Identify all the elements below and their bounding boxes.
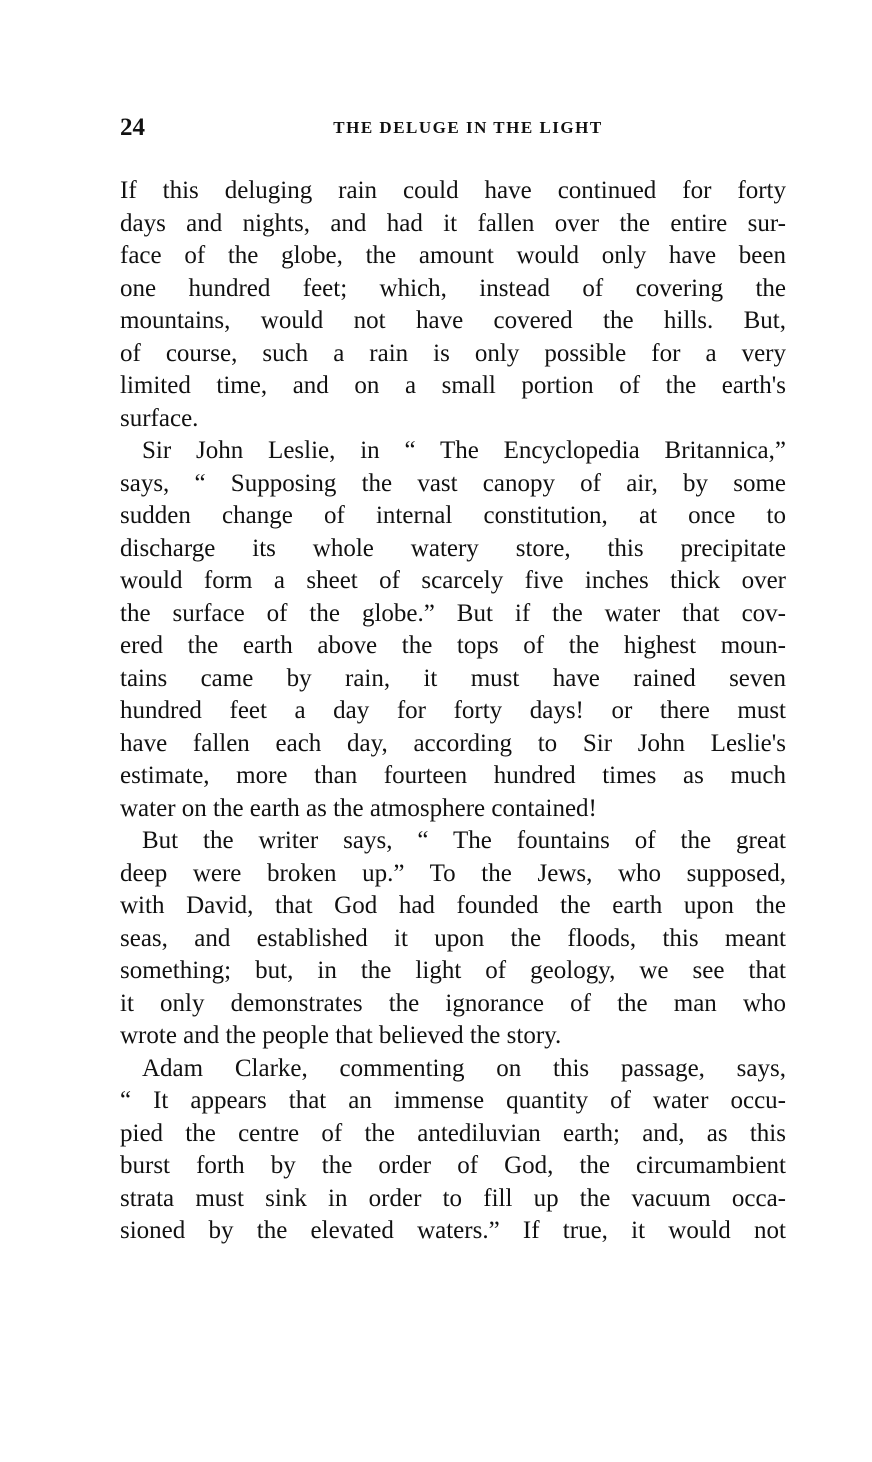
text-line: sioned by the elevated waters.” If true, it would not [120,1217,786,1244]
text-line: says, “ Supposing the vast canopy of air, by some [120,469,786,497]
text-line: If this deluging rain could have continued for forty [120,177,786,204]
text-line: with David, that God had founded the earth upon the [120,892,786,919]
text-line: sudden change of internal constitution, at once to [120,502,786,529]
text-line: But the writer says, “ The fountains of the great [142,827,786,854]
text-line: tains came by rain, it must have rained seven [120,664,786,692]
text-line: strata must sink in order to fill up the vacuum occa- [120,1184,786,1212]
page-header [120,114,786,146]
text-line: would form a sheet of scarcely five inches thick over [120,567,786,594]
text-line: face of the globe, the amount would only have been [120,242,786,269]
text-line: pied the centre of the antediluvian earth; and, as this [120,1119,786,1147]
running-title: THE DELUGE IN THE LIGHT [333,118,603,137]
text-line: limited time, and on a small portion of the earth's [120,372,786,399]
text-line: one hundred feet; which, instead of covering the [120,274,786,302]
text-line: deep were broken up.” To the Jews, who supposed, [120,859,786,887]
text-line: ered the earth above the tops of the highest moun- [120,632,786,659]
text-line: seas, and established it upon the floods, this meant [120,924,786,952]
text-line: of course, such a rain is only possible for a very [120,339,786,367]
text-line: hundred feet a day for forty days! or there must [120,697,786,724]
text-line: surface. [120,404,199,432]
text-line: water on the earth as the atmosphere contained! [120,794,597,822]
text-line: discharge its whole watery store, this precipitate [120,534,786,562]
text-line: it only demonstrates the ignorance of the man who [120,989,786,1017]
text-line: something; but, in the light of geology, we see that [120,957,786,984]
text-line: estimate, more than fourteen hundred times as much [120,762,786,789]
text-line: days and nights, and had it fallen over the entire sur- [120,209,786,237]
body-text [120,175,786,1248]
text-line: Adam Clarke, commenting on this passage, says, [142,1054,786,1082]
text-line: burst forth by the order of God, the circumambient [120,1152,786,1179]
page-number: 24 [120,114,145,141]
text-line: “ It appears that an immense quantity of water occu- [120,1087,786,1114]
text-line: mountains, would not have covered the hills. But, [120,307,786,334]
text-line: have fallen each day, according to Sir John Leslie's [120,729,786,757]
text-line: the surface of the globe.” But if the water that cov- [120,599,786,627]
text-line: Sir John Leslie, in “ The Encyclopedia Britannica,” [142,437,786,464]
text-line: wrote and the people that believed the story. [120,1022,562,1049]
